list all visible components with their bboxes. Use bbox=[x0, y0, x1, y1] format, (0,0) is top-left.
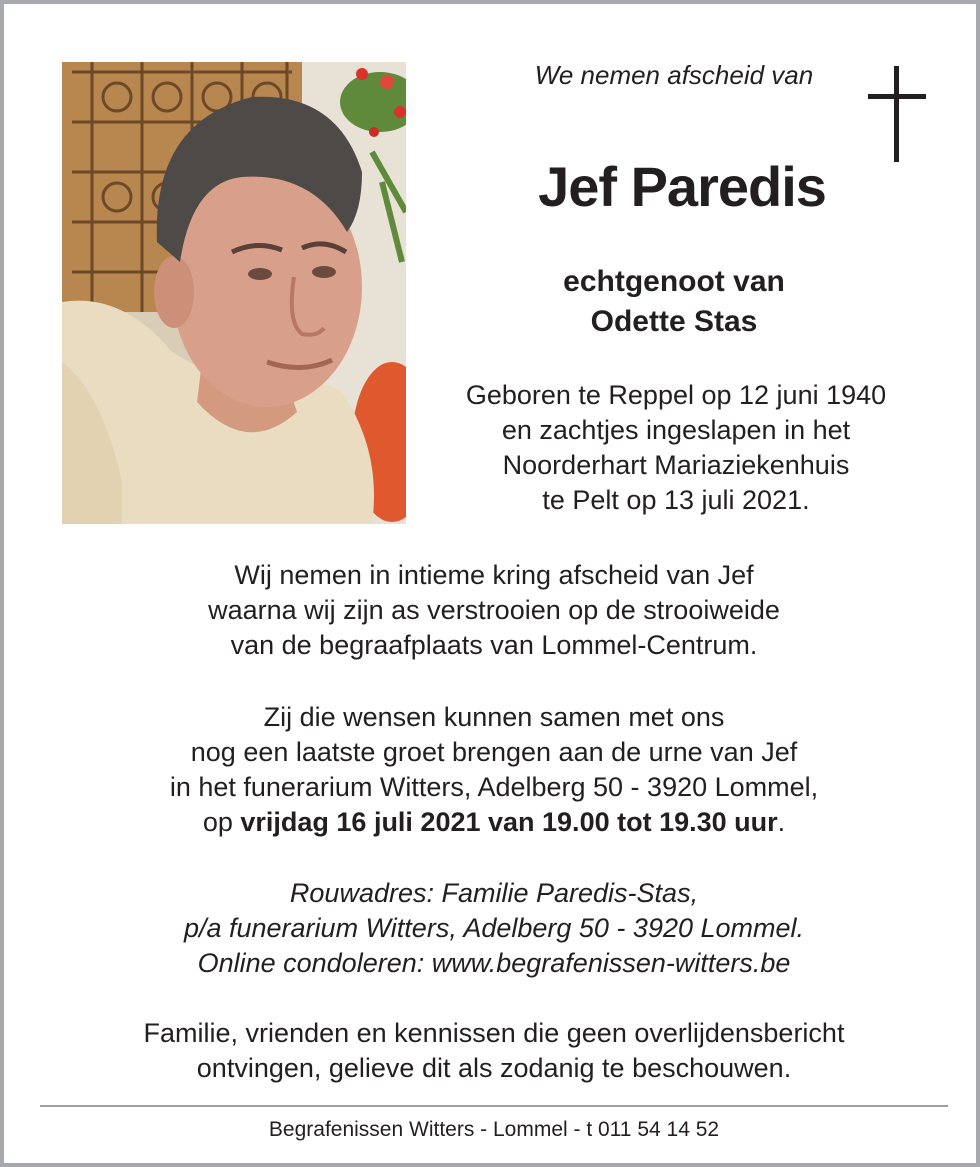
closing-line: ontvingen, gelieve dit als zodanig te beschouwen. bbox=[196, 1053, 792, 1083]
birth-line: Geboren te Reppel op 12 juni 1940 bbox=[465, 380, 887, 410]
birth-line: te Pelt op 13 juli 2021. bbox=[542, 485, 810, 515]
spouse-name: Odette Stas bbox=[590, 305, 758, 338]
farewell-paragraph bbox=[44, 558, 944, 663]
greeting-date-prefix: op bbox=[202, 807, 241, 837]
address-line: Rouwadres: Familie Paredis-Stas, bbox=[289, 878, 699, 908]
birth-death-info bbox=[424, 378, 928, 518]
greeting-line: nog een laatste groet brengen aan de urne van Jef bbox=[190, 737, 798, 767]
deceased-name: Jef Paredis bbox=[538, 155, 826, 218]
greeting-date-line bbox=[44, 805, 944, 840]
closing-line: Familie, vrienden en kennissen die geen overlijdensbericht bbox=[143, 1018, 845, 1048]
spouse-block bbox=[474, 262, 874, 342]
portrait-photo bbox=[62, 62, 406, 524]
condolence-link[interactable]: Online condoleren: www.begrafenissen-witters.be bbox=[197, 948, 791, 978]
farewell-line: Wij nemen in intieme kring afscheid van Jef bbox=[234, 560, 754, 590]
spouse-relation: echtgenoot van bbox=[563, 265, 785, 298]
closing-paragraph bbox=[44, 1016, 944, 1086]
farewell-line: van de begraafplaats van Lommel-Centrum. bbox=[230, 630, 758, 660]
birth-line: Noorderhart Mariaziekenhuis bbox=[502, 450, 850, 480]
greeting-date-suffix: . bbox=[777, 807, 786, 837]
intro-text: We nemen afscheid van bbox=[534, 60, 814, 90]
footer-divider bbox=[40, 1105, 948, 1107]
address-line: p/a funerarium Witters, Adelberg 50 - 3920 Lommel. bbox=[183, 913, 805, 943]
greeting-line: Zij die wensen kunnen samen met ons bbox=[263, 702, 725, 732]
address-paragraph bbox=[44, 876, 944, 981]
birth-line: en zachtjes ingeslapen in het bbox=[501, 415, 851, 445]
greeting-paragraph bbox=[44, 700, 944, 840]
greeting-line: in het funerarium Witters, Adelberg 50 - 3920 Lommel, bbox=[169, 772, 819, 802]
farewell-line: waarna wij zijn as verstrooien op de strooiweide bbox=[208, 595, 780, 625]
footer-contact: Begrafenissen Witters - Lommel - t 011 54 14 52 bbox=[268, 1118, 720, 1141]
greeting-date-time: vrijdag 16 juli 2021 van 19.00 tot 19.30 uur bbox=[240, 807, 778, 837]
cross-icon bbox=[868, 66, 926, 162]
